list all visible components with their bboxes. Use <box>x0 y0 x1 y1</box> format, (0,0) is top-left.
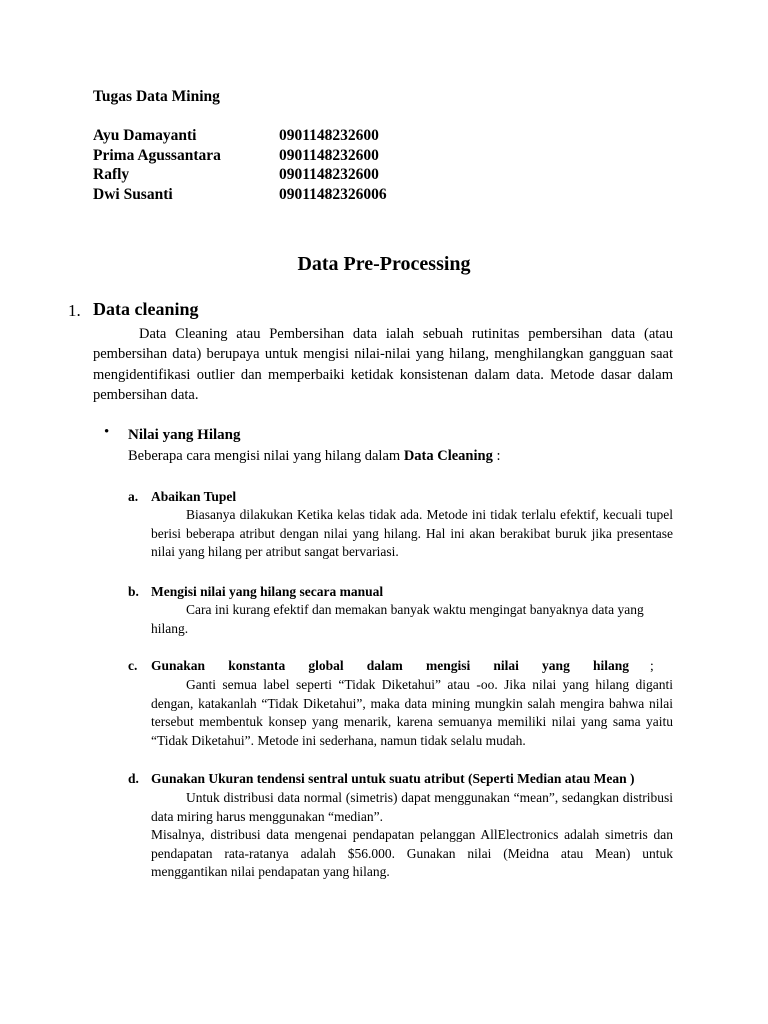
item-text <box>151 789 673 826</box>
member-id: 0901148232600 <box>279 166 379 183</box>
item-letter: a. <box>128 489 139 504</box>
paragraph-text: Data Cleaning atau Pembersihan data ialah sebuah rutinitas pembersihan data (atau pembersihan data) berupaya untuk mengisi nilai-nilai yang hilang, menghilangkan gangguan saat mengidentifikasi outlier dan memperbaiki ketidak konsistenan dalam data. Metode dasar dalam pembersihan data. <box>93 326 673 403</box>
section-heading: Data cleaning <box>93 299 199 319</box>
item-heading: Mengisi nilai yang hilang secara manual <box>151 584 384 599</box>
member-id: 0901148232600 <box>279 147 379 164</box>
document-title: Data Pre-Processing <box>297 253 471 275</box>
bullet-heading: Nilai yang Hilang <box>128 427 241 443</box>
intro-tail: : <box>492 448 501 464</box>
item-text <box>151 506 673 562</box>
item-letter: c. <box>128 658 138 673</box>
bullet-icon: • <box>104 424 110 440</box>
item-heading: Gunakan Ukuran tendensi sentral untuk suatu atribut (Seperti Median atau Mean ) <box>151 771 635 786</box>
bullet-intro <box>128 448 501 465</box>
item-text-body: Biasanya dilakukan Ketika kelas tidak ada. Metode ini tidak terlalu efektif, kecuali tupel berisi beberapa atribut dengan nilai yang hilang. Hal ini akan berakibat buruk jika presentase nilai yang hilang per atribut sangat bervariasi. <box>151 507 673 559</box>
item-heading: Gunakan konstanta global dalam mengisi nilai yang hilang <box>151 658 629 673</box>
item-heading: Abaikan Tupel <box>151 489 237 504</box>
section-paragraph <box>93 324 673 405</box>
item-text-2: Misalnya, distribusi data mengenai pendapatan pelanggan AllElectronics adalah simetris dan pendapatan rata-ratanya adalah $56.000. Gunakan nilai (Meidna atau Mean) untuk menggantikan nilai pendapatan yang hilang. <box>151 827 673 879</box>
member-name: Prima Agussantara <box>93 147 221 164</box>
item-text <box>151 601 673 638</box>
section-number: 1. <box>68 301 81 320</box>
intro-bold: Data Cleaning <box>403 448 493 464</box>
item-letter: b. <box>128 584 139 599</box>
item-text-body: Ganti semua label seperti “Tidak Diketahui” atau -oo. Jika nilai yang hilang diganti dengan, katakanlah “Tidak Diketahui”, maka data mining mungkin salah mengira bahwa nilai tersebut membentuk konsep yang menarik, karena semuanya memiliki nilai yang sama yaitu “Tidak Diketahui”. Metode ini sederhana, namun tidak selalu mudah. <box>151 677 673 748</box>
member-name: Dwi Susanti <box>93 186 173 203</box>
member-id: 0901148232600 <box>279 127 379 144</box>
item-text-body: Untuk distribusi data normal (simetris) dapat menggunakan “mean”, sedangkan distribusi data miring harus menggunakan “median”. <box>151 790 673 824</box>
task-title: Tugas Data Mining <box>93 88 220 105</box>
item-letter: d. <box>128 771 139 786</box>
item-heading-tail: ; <box>650 658 654 673</box>
member-name: Ayu Damayanti <box>93 127 197 144</box>
member-id: 09011482326006 <box>279 186 387 203</box>
member-name: Rafly <box>93 166 130 183</box>
item-text <box>151 676 673 750</box>
intro-text: Beberapa cara mengisi nilai yang hilang dalam <box>128 448 404 464</box>
item-text-body: Cara ini kurang efektif dan memakan banyak waktu mengingat banyaknya data yang hilang. <box>151 602 644 636</box>
